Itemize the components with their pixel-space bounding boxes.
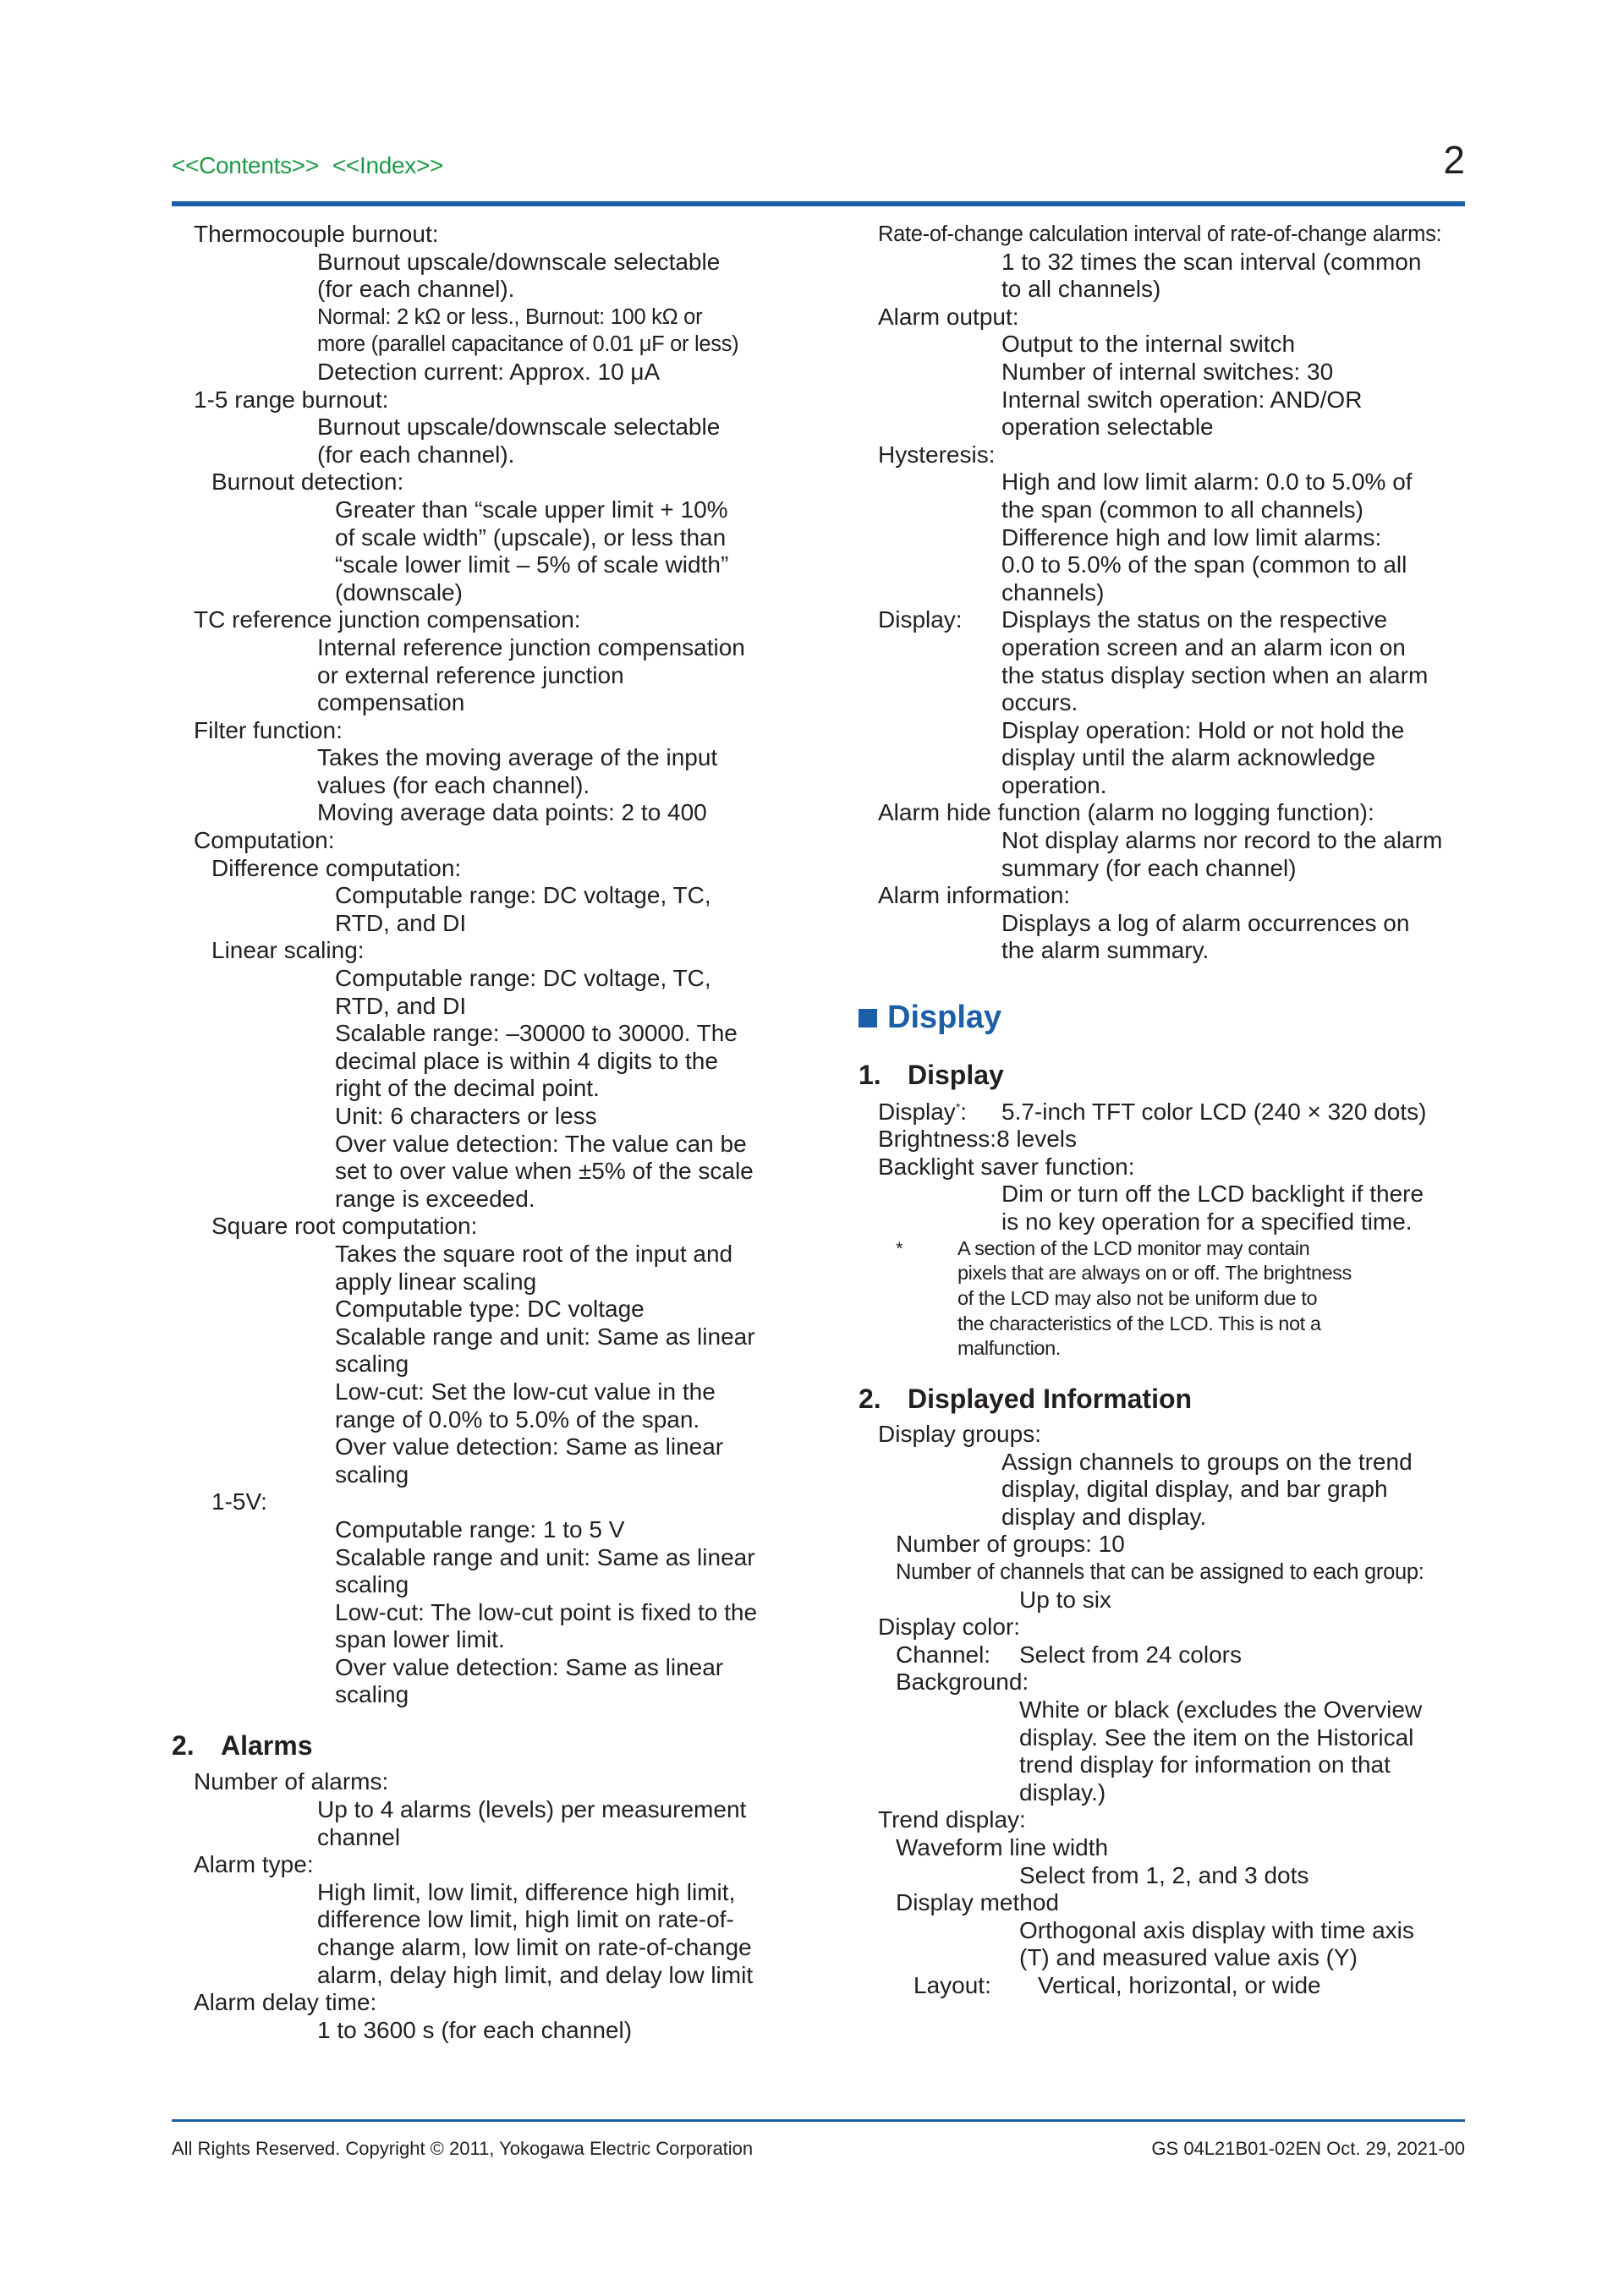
spec-label — [896, 1236, 903, 1262]
spec-text: trend display for information on that — [1019, 1751, 1391, 1778]
spec-line — [0, 1806, 1624, 1834]
spec-text: occurs. — [1001, 689, 1078, 716]
section-heading — [0, 1362, 1624, 1421]
spec-line — [0, 496, 1624, 524]
spec-text: scaling — [335, 1351, 409, 1378]
spec-text: apply linear scaling — [335, 1268, 537, 1295]
spec-label-text: Display — [878, 1098, 956, 1125]
spec-text: display and display. — [1001, 1503, 1207, 1530]
spec-text: Display operation: Hold or not hold the — [1001, 716, 1405, 743]
spec-text: display, digital display, and bar graph — [1001, 1476, 1388, 1503]
spec-line — [0, 249, 1624, 277]
spec-text: Display groups: — [878, 1421, 1041, 1448]
heading-text: Alarms — [221, 1730, 313, 1762]
spec-line — [0, 662, 1624, 690]
spec-text: 5.7-inch TFT color LCD (240 × 320 dots) — [1001, 1098, 1427, 1125]
spec-text: of the LCD may also not be uniform due to — [957, 1286, 1318, 1309]
spec-text: Number of groups: 10 — [896, 1531, 1125, 1558]
spec-text: 0.0 to 5.0% of the span (common to all — [1001, 551, 1407, 578]
spec-line — [0, 524, 1624, 552]
spec-line — [0, 1099, 1624, 1126]
footer-copyright: All Rights Reserved. Copyright © 2011, Yokogawa Electric Corporation — [172, 2138, 754, 2159]
spec-text: Unit: 6 characters or less — [335, 1103, 597, 1129]
spec-text: Orthogonal axis display with time axis — [1019, 1916, 1414, 1943]
spec-text: RTD, and DI — [335, 992, 467, 1019]
index-link[interactable]: <<Index>> — [332, 152, 444, 178]
spec-text: Thermocouple burnout: — [194, 221, 439, 247]
spec-text: High and low limit alarm: 0.0 to 5.0% of — [1001, 469, 1413, 496]
spec-label — [878, 606, 963, 634]
spec-text: decimal place is within 4 digits to the — [335, 1047, 718, 1074]
spec-text: values (for each channel). — [317, 771, 590, 798]
spec-text: Displays a log of alarm occurrences on — [1001, 909, 1410, 936]
spec-text: (for each channel). — [317, 276, 515, 303]
spec-text: Trend display: — [878, 1806, 1026, 1833]
spec-line — [0, 1751, 1624, 1779]
spec-line — [0, 1862, 1624, 1890]
spec-text: summary (for each channel) — [1001, 854, 1297, 881]
spec-text: Detection current: Approx. 10 μA — [317, 358, 661, 385]
spec-text: White or black (excludes the Overview — [1019, 1696, 1423, 1723]
heading-number: 2. — [172, 1730, 195, 1762]
spec-text: Number of channels that can be assigned to each group: — [896, 1560, 1424, 1584]
spec-text: span lower limit. — [335, 1626, 505, 1653]
spec-text: Normal: 2 kΩ or less., Burnout: 100 kΩ or — [317, 304, 703, 329]
spec-text: is no key operation for a specified time. — [1001, 1208, 1413, 1235]
spec-text: Alarm output: — [878, 303, 1019, 330]
spec-line — [0, 1669, 1624, 1696]
spec-text: (T) and measured value axis (Y) — [1019, 1944, 1358, 1971]
spec-text: operation screen and an alarm icon on — [1001, 633, 1406, 660]
spec-text: the span (common to all channels) — [1001, 496, 1363, 523]
spec-line — [0, 304, 1624, 332]
spec-line — [0, 744, 1624, 772]
spec-text: A section of the LCD monitor may contain — [957, 1236, 1310, 1259]
spec-text: scaling — [335, 1681, 409, 1708]
spec-text: malfunction. — [957, 1337, 1061, 1360]
spec-label-colon: : — [960, 1098, 968, 1125]
spec-text: Over value detection: The value can be — [335, 1130, 747, 1157]
spec-line — [0, 1236, 1624, 1262]
spec-line — [0, 1286, 1624, 1312]
spec-label-text: Layout: — [914, 1971, 991, 1998]
spec-text: channel — [317, 1823, 401, 1850]
spec-label-text: Channel: — [896, 1641, 991, 1668]
spec-text: Scalable range: –30000 to 30000. The — [335, 1020, 738, 1047]
spec-text: Square root computation: — [211, 1213, 478, 1240]
spec-line — [0, 2017, 1624, 2045]
spec-line — [0, 469, 1624, 496]
spec-line — [0, 1261, 1624, 1286]
spec-text: Hysteresis: — [878, 441, 996, 468]
spec-text: scaling — [335, 1571, 409, 1598]
heading-text: Display — [908, 1060, 1004, 1091]
spec-text: operation. — [1001, 771, 1107, 798]
spec-label — [914, 1972, 991, 2000]
spec-line — [0, 799, 1624, 827]
spec-line — [0, 634, 1624, 662]
spec-text: or external reference junction — [317, 661, 624, 688]
spec-text: “scale lower limit – 5% of scale width” — [335, 551, 729, 578]
spec-text: Alarm information: — [878, 882, 1071, 909]
spec-text: Display color: — [878, 1614, 1021, 1641]
spec-text: Internal reference junction compensation — [317, 633, 745, 660]
spec-text: Dim or turn off the LCD backlight if there — [1001, 1181, 1424, 1208]
spec-line — [0, 551, 1624, 579]
spec-line — [0, 1208, 1624, 1236]
spec-text: range of 0.0% to 5.0% of the span. — [335, 1406, 700, 1433]
spec-text: change alarm, low limit on rate-of-change — [317, 1934, 752, 1961]
spec-text: Rate-of-change calculation interval of rate-of-change alarms: — [878, 222, 1442, 246]
spec-text: (for each channel). — [317, 441, 515, 468]
spec-text: Linear scaling: — [211, 937, 365, 964]
spec-text: Scalable range and unit: Same as linear — [335, 1543, 755, 1570]
spec-text: difference low limit, high limit on rate-of- — [317, 1906, 734, 1933]
spec-line — [0, 606, 1624, 634]
spec-text: Takes the square root of the input and — [335, 1240, 733, 1267]
header-rule — [172, 201, 1465, 206]
spec-text: 1-5 range burnout: — [194, 386, 389, 413]
spec-text: Computable range: 1 to 5 V — [335, 1515, 625, 1543]
spec-line — [0, 937, 1624, 965]
spec-text: Computable range: DC voltage, TC, — [335, 965, 711, 992]
spec-line — [0, 717, 1624, 745]
spec-text: (downscale) — [335, 578, 463, 606]
spec-line — [0, 1641, 1624, 1669]
spec-text: more (parallel capacitance of 0.01 μF or less) — [317, 332, 739, 357]
spec-text: Vertical, horizontal, or wide — [1038, 1971, 1321, 1998]
spec-text: Alarm delay time: — [194, 1989, 377, 2016]
header-nav — [172, 152, 457, 179]
spec-line — [0, 910, 1624, 938]
spec-text: RTD, and DI — [335, 909, 467, 936]
spec-line — [0, 414, 1624, 441]
spec-text: display until the alarm acknowledge — [1001, 744, 1376, 771]
spec-text: Computable type: DC voltage — [335, 1296, 645, 1323]
spec-line — [0, 1889, 1624, 1917]
spec-line — [0, 1779, 1624, 1807]
spec-line — [0, 1181, 1624, 1208]
spec-line — [0, 882, 1624, 910]
spec-text: Select from 1, 2, and 3 dots — [1019, 1861, 1309, 1888]
spec-line — [0, 1559, 1624, 1586]
spec-label — [878, 1099, 967, 1126]
spec-text: Computation: — [194, 827, 335, 854]
right-column — [0, 221, 1624, 2000]
heading-text: Display — [887, 1000, 1002, 1036]
spec-text: Alarm hide function (alarm no logging function): — [878, 799, 1374, 826]
spec-text: Background: — [896, 1669, 1029, 1696]
spec-line — [0, 827, 1624, 855]
spec-text: Burnout upscale/downscale selectable — [317, 414, 721, 441]
spec-text: operation selectable — [1001, 414, 1214, 441]
spec-text: to all channels) — [1001, 276, 1161, 303]
spec-line — [0, 1834, 1624, 1862]
contents-link[interactable]: <<Contents>> — [172, 152, 319, 178]
spec-text: compensation — [317, 689, 465, 716]
spec-text: Internal switch operation: AND/OR — [1001, 386, 1363, 413]
spec-text: scaling — [335, 1460, 409, 1488]
spec-text: Burnout upscale/downscale selectable — [317, 248, 721, 275]
spec-text: Burnout detection: — [211, 469, 404, 496]
spec-line — [0, 441, 1624, 469]
spec-text: Backlight saver function: — [878, 1153, 1135, 1180]
spec-line — [0, 1504, 1624, 1532]
spec-text: Display method — [896, 1889, 1059, 1916]
spec-line — [0, 1531, 1624, 1559]
spec-line — [0, 1449, 1624, 1477]
spec-text: Computable range: DC voltage, TC, — [335, 882, 711, 909]
spec-text: Greater than “scale upper limit + 10% — [335, 496, 728, 523]
spec-text: the status display section when an alarm — [1001, 661, 1429, 688]
spec-line — [0, 276, 1624, 304]
spec-line — [0, 1586, 1624, 1614]
spec-text: 1 to 3600 s (for each channel) — [317, 2016, 633, 2043]
spec-text: channels) — [1001, 578, 1105, 606]
spec-line — [0, 1312, 1624, 1337]
section-heading — [0, 1041, 1624, 1099]
spec-text: Assign channels to groups on the trend — [1001, 1448, 1413, 1475]
spec-line — [0, 855, 1624, 883]
spec-text: Select from 24 colors — [1019, 1641, 1242, 1668]
spec-text: alarm, delay high limit, and delay low limit — [317, 1961, 754, 1988]
spec-text: Number of alarms: — [194, 1768, 389, 1795]
spec-text: High limit, low limit, difference high limit, — [317, 1878, 736, 1905]
spec-text: Number of internal switches: 30 — [1001, 358, 1334, 385]
heading-number: 1. — [859, 1060, 881, 1091]
spec-line — [0, 1972, 1624, 2000]
spec-text: Filter function: — [194, 716, 343, 743]
spec-text: the alarm summary. — [1001, 937, 1210, 964]
footer-doc-id: GS 04L21B01-02EN Oct. 29, 2021-00 — [1151, 2138, 1465, 2159]
spec-text: Brightness:8 levels — [878, 1126, 1078, 1153]
spec-line — [0, 1696, 1624, 1724]
spec-line — [0, 772, 1624, 800]
spec-text: Not display alarms nor record to the alarm — [1001, 827, 1443, 854]
spec-text: set to over value when ±5% of the scale — [335, 1158, 754, 1185]
spec-text: TC reference junction compensation: — [194, 606, 581, 633]
spec-text: Over value detection: Same as linear — [335, 1653, 724, 1680]
spec-text: Low-cut: The low-cut point is fixed to the — [335, 1598, 758, 1625]
page-number: 2 — [1443, 138, 1465, 182]
section-heading — [0, 965, 1624, 1041]
spec-text: Output to the internal switch — [1001, 331, 1296, 358]
spec-label-text: Display: — [878, 606, 963, 633]
spec-line — [0, 1126, 1624, 1153]
spec-text: Up to six — [1019, 1586, 1111, 1613]
spec-text: right of the decimal point. — [335, 1075, 600, 1102]
spec-line — [0, 359, 1624, 386]
spec-line — [0, 1421, 1624, 1449]
spec-line — [0, 1476, 1624, 1504]
heading-text: Displayed Information — [908, 1384, 1193, 1415]
spec-text: Takes the moving average of the input — [317, 744, 718, 771]
spec-text: display.) — [1019, 1778, 1106, 1806]
spec-line — [0, 1944, 1624, 1972]
spec-text: the characteristics of the LCD. This is not a — [957, 1312, 1321, 1334]
spec-text: range is exceeded. — [335, 1185, 535, 1212]
spec-text: Scalable range and unit: Same as linear — [335, 1323, 755, 1350]
spec-text: Up to 4 alarms (levels) per measurement — [317, 1796, 747, 1823]
spec-text: Over value detection: Same as linear — [335, 1433, 724, 1460]
spec-line — [0, 1917, 1624, 1945]
spec-text: Displays the status on the respective — [1001, 606, 1388, 633]
spec-text: 1 to 32 times the scan interval (common — [1001, 248, 1422, 275]
spec-text: pixels that are always on or off. The brightness — [957, 1262, 1352, 1285]
spec-line — [0, 386, 1624, 414]
spec-line — [0, 331, 1624, 359]
spec-text: Moving average data points: 2 to 400 — [317, 799, 707, 826]
spec-line — [0, 1153, 1624, 1181]
spec-text: Difference high and low limit alarms: — [1001, 523, 1382, 551]
spec-text: Alarm type: — [194, 1851, 314, 1878]
spec-text: of scale width” (upscale), or less than — [335, 523, 727, 551]
spec-line — [0, 221, 1624, 249]
spec-text: display. See the item on the Historical — [1019, 1723, 1414, 1751]
spec-line — [0, 1614, 1624, 1641]
spec-text: Low-cut: Set the low-cut value in the — [335, 1378, 716, 1405]
spec-text: Difference computation: — [211, 854, 462, 881]
spec-line — [0, 1724, 1624, 1752]
spec-label-text: * — [896, 1237, 903, 1259]
spec-line — [0, 1336, 1624, 1362]
spec-label — [896, 1641, 990, 1669]
square-bullet-icon — [859, 1009, 877, 1027]
footnote-marker: * — [955, 1099, 961, 1114]
spec-text: 1-5V: — [211, 1488, 267, 1515]
heading-number: 2. — [859, 1384, 881, 1415]
spec-line — [0, 689, 1624, 717]
footer-rule — [172, 2119, 1465, 2122]
spec-text: Waveform line width — [896, 1833, 1109, 1860]
spec-line — [0, 579, 1624, 607]
